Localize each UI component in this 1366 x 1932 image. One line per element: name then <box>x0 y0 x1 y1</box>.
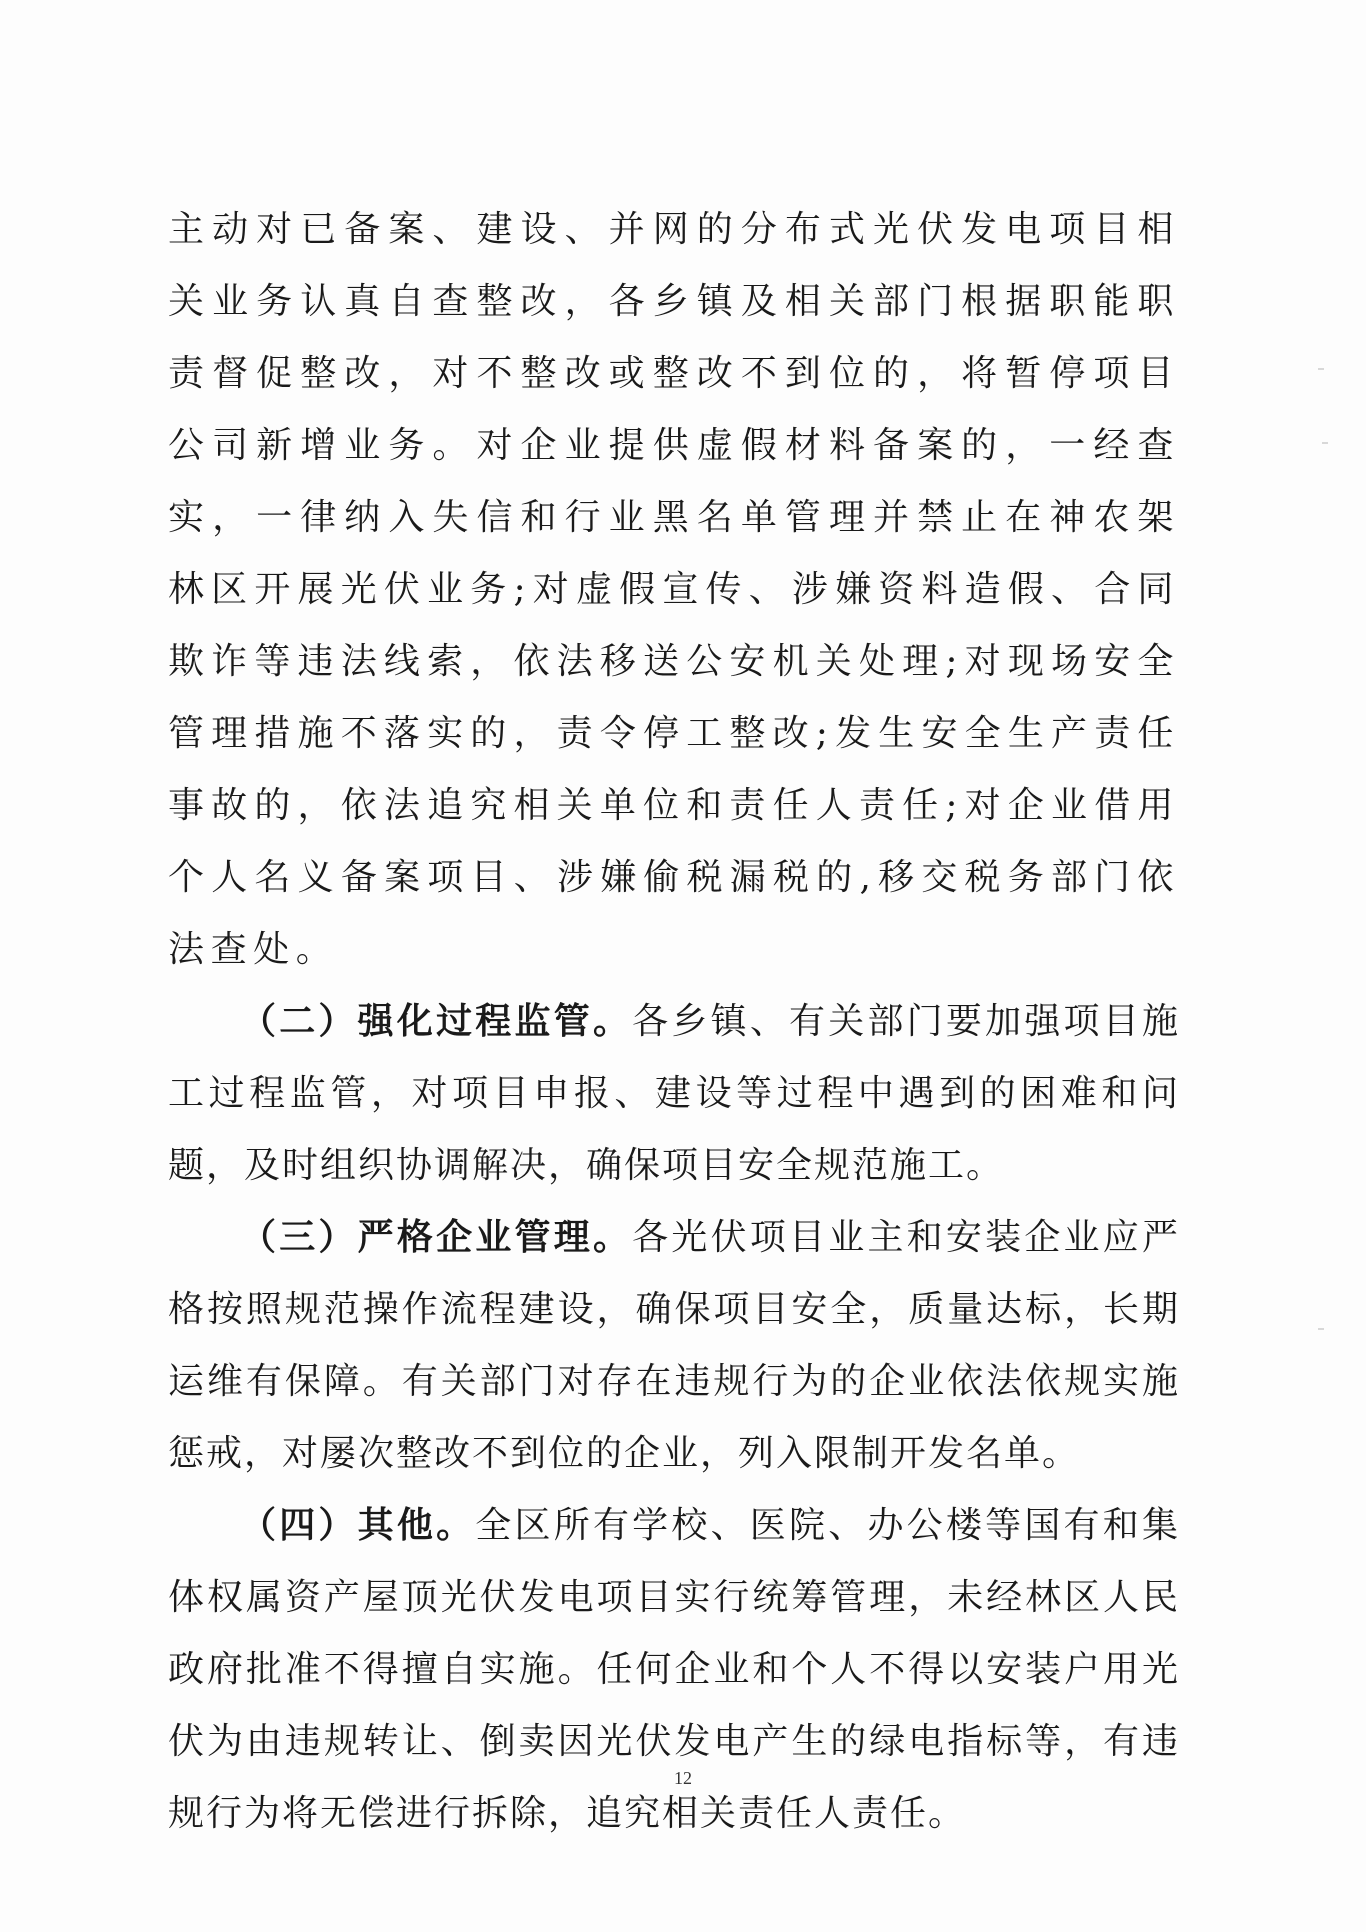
paragraph-process-supervision <box>168 986 1180 1202</box>
paragraph-text: 主动对已备案、建设、并网的分布式光伏发电项目相关业务认真自查整改，各乡镇及相关部门根据职能职责督促整改，对不整改或整改不到位的，将暂停项目公司新增业务。对企业提供虚假材料备案的，一经查实，一律纳入失信和行业黑名单管理并禁止在神农架林区开展光伏业务;对虚假宣传、涉嫌资料造假、合同欺诈等违法线索，依法移送公安机关处理;对现场安全管理措施不落实的，责令停工整改;发生安全生产责任事故的，依法追究相关单位和责任人责任;对企业借用个人名义备案项目、涉嫌偷税漏税的,移交税务部门依法查处。 <box>168 209 1180 970</box>
paragraph-text: 全区所有学校、医院、办公楼等国有和集体权属资产屋顶光伏发电项目实行统筹管理，未经林区人民政府批准不得擅自实施。任何企业和个人不得以安装户用光伏为由违规转让、倒卖因光伏发电产生的绿电指标等，有违规行为将无偿进行拆除，追究相关责任人责任。 <box>168 1505 1180 1834</box>
scan-speck <box>1318 368 1324 370</box>
paragraph-enterprise-management <box>168 1202 1180 1490</box>
paragraph-other <box>168 1490 1180 1850</box>
paragraph-text: 各乡镇、有关部门要加强项目施工过程监管，对项目申报、建设等过程中遇到的困难和问题，及时组织协调解决，确保项目安全规范施工。 <box>168 1001 1180 1186</box>
paragraph-text: 各光伏项目业主和安装企业应严格按照规范操作流程建设，确保项目安全，质量达标，长期运维有保障。有关部门对存在违规行为的企业依法依规实施惩戒，对屡次整改不到位的企业，列入限制开发名单。 <box>168 1217 1180 1474</box>
section-heading: （四）其他。 <box>240 1505 476 1546</box>
section-heading: （二）强化过程监管。 <box>240 1001 633 1042</box>
scan-speck <box>1318 1328 1324 1330</box>
section-heading: （三）严格企业管理。 <box>240 1217 633 1258</box>
document-body <box>168 194 1180 1850</box>
page-number: 12 <box>674 1768 692 1788</box>
scan-speck <box>1322 442 1328 444</box>
paragraph-continued <box>168 194 1180 986</box>
